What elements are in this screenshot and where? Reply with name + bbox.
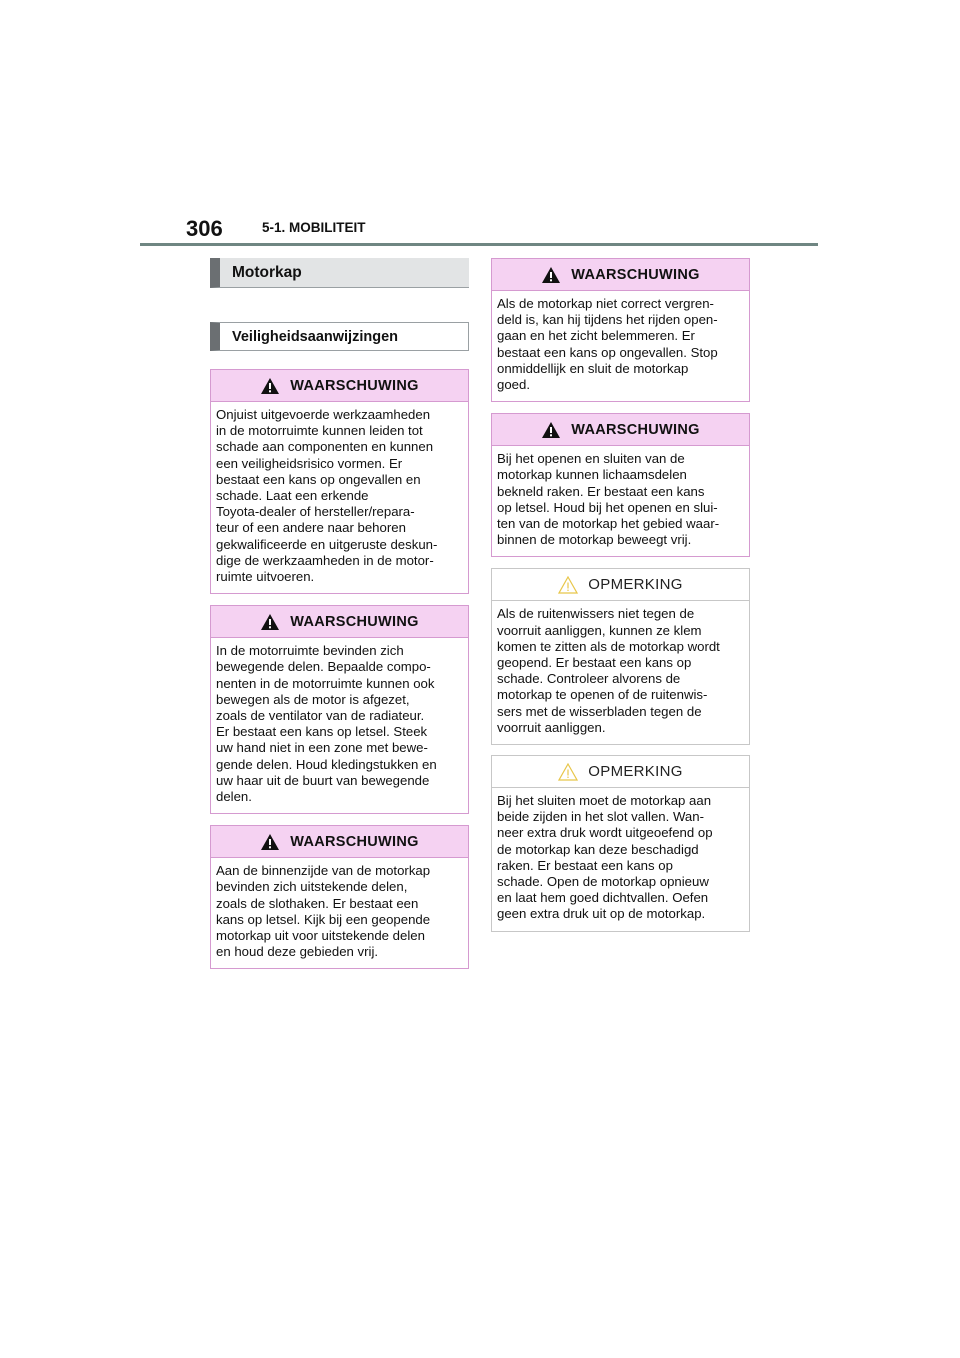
body-line: motorkap kunnen lichaamsdelen (497, 467, 687, 483)
body-line: gende delen. Houd kledingstukken en (216, 756, 437, 772)
section-title: 5-1. MOBILITEIT (262, 220, 366, 235)
warning-triangle-icon (260, 377, 280, 395)
body-line: Er bestaat een kans op letsel. Steek (216, 724, 428, 740)
body-line: bevinden zich uitstekende delen, (216, 879, 408, 895)
box-body-text (492, 291, 749, 401)
warning-title (211, 370, 468, 402)
heading-motorkap: Motorkap (210, 258, 469, 288)
body-line: binnen de motorkap beweegt vrij. (497, 532, 692, 548)
box-body-text (492, 446, 749, 556)
body-line: geopend. Er bestaat een kans op (497, 655, 692, 671)
page-number: 306 (186, 216, 223, 241)
note-title (492, 756, 749, 788)
body-line: Onjuist uitgevoerde werkzaamheden (216, 407, 431, 422)
warning-title (492, 414, 749, 446)
body-line: dige de werkzaamheden in de motor- (216, 552, 434, 568)
body-line: en laat hem goed dichtvallen. Oefen (497, 890, 709, 906)
body-line: teur of een andere naar behoren (216, 520, 406, 536)
left-column (210, 258, 469, 969)
body-line: in de motorruimte kunnen leiden tot (216, 423, 423, 439)
body-line: de motorkap kan deze beschadigd (497, 841, 699, 857)
body-line: Aan de binnenzijde van de motorkap (216, 863, 431, 879)
body-line: sers met de wisserbladen tegen de (497, 703, 702, 719)
body-line: goed. (497, 377, 531, 393)
warning-title (492, 259, 749, 291)
box-body-text (492, 788, 749, 931)
box-body-text (211, 858, 468, 968)
body-line: motorkap uit voor uitstekende delen (216, 928, 425, 944)
body-line: Bij het openen en sluiten van de (497, 451, 685, 467)
warning-triangle-icon (260, 833, 280, 851)
note-box-4 (491, 755, 750, 932)
body-line: schade. Laat een erkende (216, 488, 369, 504)
body-line: schade aan componenten en kunnen (216, 439, 434, 455)
body-line: beide zijden in het slot vallen. Wan- (497, 809, 704, 825)
body-line: bestaat een kans op ongevallen. Stop (497, 344, 718, 360)
body-line: ten van de motorkap het gebied waar- (497, 516, 720, 532)
box-body-text (211, 638, 468, 813)
caution-outline-icon (558, 763, 578, 781)
warning-triangle-icon (541, 266, 561, 284)
warning-box-2 (491, 413, 750, 557)
warning-triangle-icon (260, 613, 280, 631)
body-line: bestaat een kans op ongevallen en (216, 471, 421, 487)
body-line: kans op letsel. Kijk bij een geopende (216, 911, 431, 927)
body-line: onmiddellijk en sluit de motorkap (497, 360, 689, 376)
body-line: uw hand niet in een zone met bewe- (216, 740, 428, 756)
box-title-text: OPMERKING (588, 763, 683, 781)
note-box-3 (491, 568, 750, 745)
caution-outline-icon (558, 576, 578, 594)
body-line: komen te zitten als de motorkap wordt (497, 638, 720, 654)
box-title-text: WAARSCHUWING (290, 377, 419, 394)
box-body-text (492, 601, 749, 744)
body-line: gekwalificeerde en uitgeruste deskun- (216, 536, 438, 552)
warning-box-1 (210, 369, 469, 594)
warning-triangle-icon (541, 421, 561, 439)
body-line: voorruit aanliggen. (497, 719, 606, 735)
body-line: Als de ruitenwissers niet tegen de (497, 606, 695, 622)
warning-title (211, 606, 468, 638)
body-line: Toyota-dealer of hersteller/repara- (216, 504, 415, 520)
body-line: bekneld raken. Er bestaat een kans (497, 483, 705, 499)
body-line: en houd deze gebieden vrij. (216, 944, 379, 960)
body-line: schade. Open de motorkap opnieuw (497, 874, 709, 890)
body-line: bewegende delen. Bepaalde compo- (216, 659, 431, 675)
body-line: zoals de slothaken. Er bestaat een (216, 895, 419, 911)
body-line: Als de motorkap niet correct vergren- (497, 296, 714, 311)
body-line: op letsel. Houd bij het openen en slui- (497, 499, 718, 515)
body-line: deld is, kan hij tijdens het rijden open- (497, 312, 718, 328)
box-title-text: OPMERKING (588, 576, 683, 594)
body-line: raken. Er bestaat een kans op (497, 857, 673, 873)
body-line: zoals de ventilator van de radiateur. (216, 708, 425, 724)
warning-box-3 (210, 825, 469, 969)
body-line: geen extra druk uit op de motorkap. (497, 906, 706, 922)
warning-title (211, 826, 468, 858)
body-line: bewegen als de motor is afgezet, (216, 691, 410, 707)
body-line: neer extra druk wordt uitgeoefend op (497, 825, 713, 841)
box-title-text: WAARSCHUWING (571, 421, 700, 438)
heading-veiligheidsaanwijzingen: Veiligheidsaanwijzingen (210, 322, 469, 351)
box-title-text: WAARSCHUWING (290, 833, 419, 850)
body-line: In de motorruimte bevinden zich (216, 643, 404, 659)
body-line: Bij het sluiten moet de motorkap aan (497, 793, 712, 809)
note-title (492, 569, 749, 601)
box-body-text (211, 402, 468, 593)
warning-box-1 (491, 258, 750, 402)
header-rule (140, 243, 818, 246)
box-title-text: WAARSCHUWING (571, 266, 700, 283)
warning-box-2 (210, 605, 469, 814)
body-line: ruimte uitvoeren. (216, 569, 315, 585)
body-line: uw haar uit de buurt van bewegende (216, 772, 430, 788)
body-line: een veiligheidsrisico vormen. Er (216, 455, 403, 471)
body-line: delen. (216, 789, 252, 805)
body-line: gaan en het zicht belemmeren. Er (497, 328, 695, 344)
body-line: schade. Controleer alvorens de (497, 671, 681, 687)
right-column (491, 258, 750, 932)
body-line: voorruit aanliggen, kunnen ze klem (497, 622, 702, 638)
body-line: motorkap te openen of de ruitenwis- (497, 687, 708, 703)
body-line: nenten in de motorruimte kunnen ook (216, 675, 435, 691)
box-title-text: WAARSCHUWING (290, 613, 419, 630)
